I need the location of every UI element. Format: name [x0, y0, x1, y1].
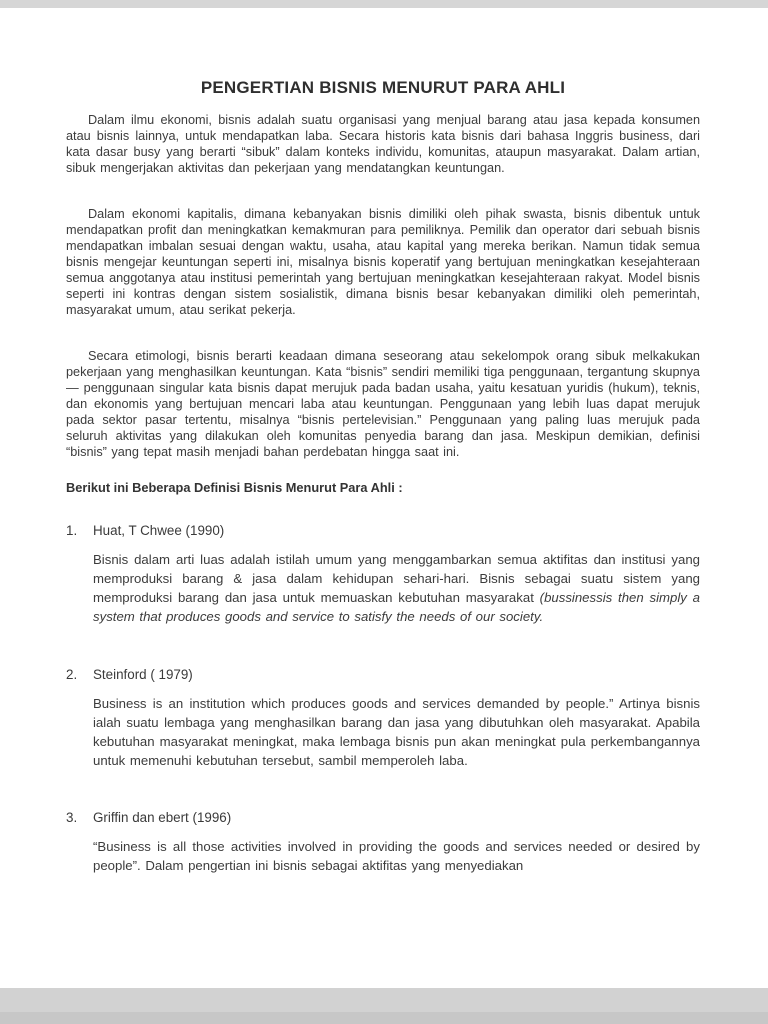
definition-body	[93, 550, 700, 627]
definition-item-2	[66, 667, 700, 771]
intro-paragraph-1: Dalam ilmu ekonomi, bisnis adalah suatu organisasi yang menjual barang atau jasa kepada konsumen atau bisnis lainnya, untuk mendapatkan laba. Secara historis kata bisnis dari bahasa Inggris business, dari kata dasar busy yang berarti “sibuk” dalam konteks individu, komunitas, ataupun masyarakat. Dalam artian, sibuk mengerjakan aktivitas dan pekerjaan yang mendatangkan keuntungan.	[66, 113, 700, 175]
definition-item-1	[66, 523, 700, 627]
definition-item-3	[66, 810, 700, 875]
document-title: PENGERTIAN BISNIS MENURUT PARA AHLI	[200, 78, 566, 97]
definition-number: 1.	[66, 523, 78, 538]
definition-body: Business is an institution which produces goods and services demanded by people.” Artinya bisnis ialah suatu lembaga yang menghasilkan barang dan jasa yang dibutuhkan oleh masyarakat. Apabila kebutuhan masyarakat meningkat, maka lembaga bisnis pun akan meningkat pula perkembangannya untuk memenuhi kebutuhan tersebut, sambil memperoleh laba.	[93, 695, 700, 768]
definition-expert-name: Griffin dan ebert (1996)	[93, 810, 232, 826]
definition-body-text: Bisnis dalam arti luas adalah istilah umum yang menggambarkan semua aktifitas dan institusi yang memproduksi barang & jasa dalam kehidupan sehari-hari. Bisnis sebagai suatu sistem yang memproduksi barang dan jasa untuk memuaskan kebutuhan masyarakat	[93, 552, 700, 606]
definition-number: 2.	[66, 666, 78, 682]
document-content	[0, 8, 768, 875]
intro-paragraph-2: Dalam ekonomi kapitalis, dimana kebanyakan bisnis dimiliki oleh pihak swasta, bisnis dibentuk untuk mendapatkan profit dan meningkatkan kemakmuran para pemiliknya. Pemilik dan operator dari sebuah bisnis mendapatkan imbalan sesuai dengan waktu, usaha, atau kapital yang mereka berikan. Namun tidak semua bisnis mengejar keuntungan seperti ini, misalnya bisnis koperatif yang bertujuan meningkatkan kesejahteraan semua anggotanya atau institusi pemerintah yang bertujuan meningkatkan kesejahteraan rakyat. Model bisnis seperti ini kontras dengan sistem sosialistik, dimana bisnis besar kebanyakan dimiliki oleh pemerintah, masyarakat umum, atau serikat pekerja.	[66, 207, 700, 317]
definition-body: “Business is all those activities involved in providing the goods and services needed or desired by people”. Dalam pengertian ini bisnis sebagai aktifitas yang menyediakan	[93, 839, 700, 874]
definition-number: 3.	[66, 810, 78, 826]
definition-header	[66, 523, 700, 538]
definition-header	[66, 810, 700, 825]
viewer-bottom-edge	[0, 1012, 768, 1024]
definition-expert-name: Huat, T Chwee (1990)	[93, 523, 225, 538]
definition-expert-name: Steinford ( 1979)	[93, 666, 193, 682]
definition-body-italic-text: (bussinessis then simply a system that produces goods and service to satisfy the needs of our society.	[93, 590, 700, 625]
definitions-heading: Berikut ini Beberapa Definisi Bisnis Menurut Para Ahli :	[66, 480, 403, 495]
intro-paragraph-3: Secara etimologi, bisnis berarti keadaan dimana seseorang atau sekelompok orang sibuk melkakukan pekerjaan yang menghasilkan keuntungan. Kata “bisnis” sendiri memiliki tiga penggunaan, tergantung skupnya — penggunaan singular kata bisnis dapat merujuk pada badan usaha, yaitu kesatuan yuridis (hukum), teknis, dan ekonomis yang bertujuan mencari laba atau keuntungan. Penggunaan yang lebih luas dapat merujuk pada sektor pasar tertentu, misalnya “bisnis pertelevisian.” Penggunaan yang paling luas merujuk pada seluruh aktivitas yang dilakukan oleh komunitas penyedia barang dan jasa. Meskipun demikian, definisi “bisnis” yang tepat masih menjadi bahan perdebatan hingga saat ini.	[66, 349, 700, 459]
definition-header	[66, 667, 700, 682]
document-page	[0, 8, 768, 988]
